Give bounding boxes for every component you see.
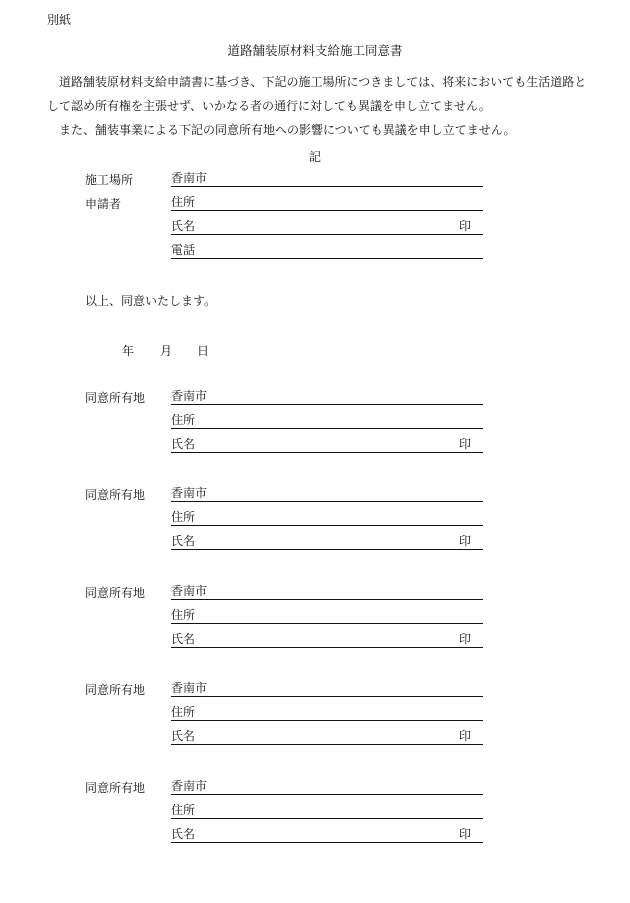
- consent-label: 同意所有地: [85, 683, 146, 697]
- consent-address-field[interactable]: [171, 412, 483, 429]
- consent-block: [0, 680, 630, 752]
- site-label: 施工場所: [85, 173, 134, 187]
- consent-city-text: 香南市: [171, 779, 208, 793]
- date-month: 月: [160, 344, 173, 358]
- applicant-label: 申請者: [85, 197, 122, 211]
- consent-name-label: 氏名: [171, 729, 196, 743]
- statement-paragraph-1: 道路舗装原材料支給申請書に基づき、下記の施工場所につきましては、将来においても生活道路として認め所有権を主張せず、いかなる者の通行に対しても異議を申し立てません。: [47, 75, 587, 113]
- consent-address-field[interactable]: [171, 509, 483, 526]
- applicant-phone-label: 電話: [171, 243, 196, 257]
- consent-city-field[interactable]: [171, 583, 483, 600]
- consent-name-field[interactable]: [171, 436, 483, 453]
- site-city-text: 香南市: [171, 171, 208, 185]
- consent-city-text: 香南市: [171, 584, 208, 598]
- document-title: 道路舗装原材料支給施工同意書: [227, 43, 403, 58]
- consent-block: [0, 583, 630, 655]
- consent-city-field[interactable]: [171, 680, 483, 697]
- applicant-address-label: 住所: [171, 195, 196, 209]
- consent-name-label: 氏名: [171, 827, 196, 841]
- statement-paragraph-2: また、舗装事業による下記の同意所有地への影響についても異議を申し立てません。: [59, 123, 516, 137]
- consent-seal-mark: 印: [458, 534, 471, 548]
- consent-city-text: 香南市: [171, 486, 208, 500]
- consent-city-text: 香南市: [171, 389, 208, 403]
- consent-name-field[interactable]: [171, 631, 483, 648]
- consent-name-field[interactable]: [171, 728, 483, 745]
- consent-address-field[interactable]: [171, 802, 483, 819]
- consent-label: 同意所有地: [85, 488, 146, 502]
- consent-seal-mark: 印: [458, 437, 471, 451]
- consent-seal-mark: 印: [458, 827, 471, 841]
- consent-block: [0, 485, 630, 557]
- consent-city-text: 香南市: [171, 681, 208, 695]
- consent-label: 同意所有地: [85, 586, 146, 600]
- consent-block: [0, 388, 630, 460]
- consent-address-label: 住所: [171, 510, 196, 524]
- consent-address-label: 住所: [171, 608, 196, 622]
- consent-label: 同意所有地: [85, 781, 146, 795]
- consent-name-label: 氏名: [171, 437, 196, 451]
- consent-city-field[interactable]: [171, 485, 483, 502]
- applicant-phone-field[interactable]: [171, 242, 483, 259]
- consent-city-field[interactable]: [171, 388, 483, 405]
- consent-city-field[interactable]: [171, 778, 483, 795]
- applicant-name-label: 氏名: [171, 219, 196, 233]
- applicant-address-field[interactable]: [171, 194, 483, 211]
- attachment-label: 別紙: [47, 13, 72, 27]
- consent-name-label: 氏名: [171, 632, 196, 646]
- date-year: 年: [122, 344, 135, 358]
- consent-name-field[interactable]: [171, 826, 483, 843]
- consent-address-field[interactable]: [171, 704, 483, 721]
- consent-name-field[interactable]: [171, 533, 483, 550]
- site-city-field[interactable]: [171, 170, 483, 187]
- agreement-text: 以上、同意いたします。: [85, 294, 217, 308]
- consent-address-label: 住所: [171, 705, 196, 719]
- consent-address-field[interactable]: [171, 607, 483, 624]
- consent-label: 同意所有地: [85, 391, 146, 405]
- date-day: 日: [197, 344, 210, 358]
- applicant-name-field[interactable]: [171, 218, 483, 235]
- ki-heading: 記: [308, 150, 321, 164]
- consent-block: [0, 778, 630, 850]
- consent-seal-mark: 印: [458, 729, 471, 743]
- consent-seal-mark: 印: [458, 632, 471, 646]
- consent-name-label: 氏名: [171, 534, 196, 548]
- consent-address-label: 住所: [171, 803, 196, 817]
- applicant-seal-mark: 印: [458, 219, 471, 233]
- consent-address-label: 住所: [171, 413, 196, 427]
